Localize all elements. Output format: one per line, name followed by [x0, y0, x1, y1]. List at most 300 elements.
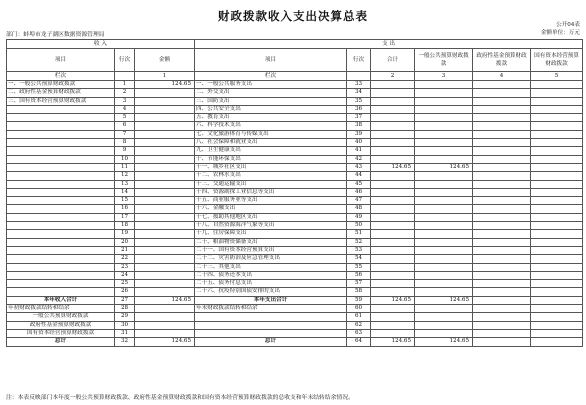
- expense-line: 44: [347, 172, 371, 180]
- expense-line: 49: [347, 213, 371, 221]
- income-header: 收 入: [7, 40, 195, 49]
- department-label: 部门：蚌埠市龙子湖区数据资源管理局: [6, 32, 105, 38]
- expense-item: 十八、自然资源海洋气象等支出: [195, 222, 347, 230]
- carry-expense-item: [195, 329, 347, 337]
- income-amount: [135, 114, 195, 122]
- expense-total: [371, 222, 415, 230]
- income-amount: [135, 238, 195, 246]
- expense-item: 十七、援助其他地区支出: [195, 213, 347, 221]
- expense-line: 63: [347, 329, 371, 337]
- carry-row: [7, 305, 583, 313]
- form-code: 公开04表: [556, 22, 580, 28]
- expense-general-budget: [415, 172, 473, 180]
- expense-line: 37: [347, 114, 371, 122]
- expense-item: 一、一般公共服务支出: [195, 81, 347, 89]
- expense-total: [371, 97, 415, 105]
- table-row: [7, 172, 583, 180]
- expense-gov-fund: [473, 122, 531, 130]
- table-row: [7, 163, 583, 171]
- income-line: 29: [115, 313, 135, 321]
- expense-state-capital: [531, 130, 583, 138]
- income-amount: [135, 205, 195, 213]
- expense-general-budget: [415, 313, 473, 321]
- income-amount: [135, 321, 195, 329]
- expense-state-capital: [531, 230, 583, 238]
- expense-item: 二十、粮油物资储备支出: [195, 238, 347, 246]
- expense-item: 十三、交通运输支出: [195, 180, 347, 188]
- expense-line: 33: [347, 81, 371, 89]
- table-row: [7, 205, 583, 213]
- income-item: [7, 238, 115, 246]
- expense-line: 47: [347, 197, 371, 205]
- expense-general-budget: [415, 97, 473, 105]
- expense-general-budget: [415, 305, 473, 313]
- income-line: 3: [115, 97, 135, 105]
- finance-table: [6, 39, 583, 347]
- state-capital-header: 国有资本经营预算财政拨款: [531, 49, 583, 72]
- income-amount: [135, 271, 195, 279]
- expense-total: [371, 205, 415, 213]
- expense-line: 45: [347, 180, 371, 188]
- income-item: [7, 271, 115, 279]
- income-amount: [135, 122, 195, 130]
- income-line: 32: [115, 338, 135, 346]
- expense-gov-fund: [473, 89, 531, 97]
- income-line: 21: [115, 246, 135, 254]
- income-line: 13: [115, 180, 135, 188]
- income-amount: [135, 222, 195, 230]
- expense-total: [371, 321, 415, 329]
- expense-state-capital: [531, 188, 583, 196]
- table-row: [7, 122, 583, 130]
- expense-state-capital: [531, 122, 583, 130]
- unit-label: 金额单位：万元: [540, 30, 580, 36]
- income-line: 23: [115, 263, 135, 271]
- income-line: 10: [115, 155, 135, 163]
- table-row: [7, 222, 583, 230]
- expense-general-budget: [415, 130, 473, 138]
- expense-item: 四、公共安全支出: [195, 105, 347, 113]
- income-amount: [135, 288, 195, 296]
- expense-total: [371, 255, 415, 263]
- expense-state-capital: [531, 271, 583, 279]
- expense-state-capital: [531, 89, 583, 97]
- expense-state-capital: [531, 288, 583, 296]
- expense-total: [371, 155, 415, 163]
- expense-total-header: 合计: [371, 49, 415, 72]
- expense-state-capital: [531, 180, 583, 188]
- table-row: [7, 81, 583, 89]
- expense-line: 40: [347, 139, 371, 147]
- income-amount: [135, 263, 195, 271]
- income-item: [7, 139, 115, 147]
- expense-gov-fund: [473, 105, 531, 113]
- expense-item: 三、国防支出: [195, 97, 347, 105]
- carry-expense-item: [195, 321, 347, 329]
- expense-general-budget: [415, 230, 473, 238]
- income-item: [7, 147, 115, 155]
- expense-state-capital: [531, 263, 583, 271]
- expense-line: 43: [347, 163, 371, 171]
- income-item: [7, 205, 115, 213]
- expense-line: 35: [347, 97, 371, 105]
- year-expense-total: 124.65: [371, 296, 415, 304]
- expense-total: [371, 89, 415, 97]
- expense-general-budget: [415, 155, 473, 163]
- report-title: 财政拨款收入支出决算总表: [218, 9, 368, 23]
- income-item: [7, 197, 115, 205]
- expense-total: [371, 280, 415, 288]
- expense-gov-fund: [473, 172, 531, 180]
- income-amount: [135, 130, 195, 138]
- income-item: [7, 246, 115, 254]
- income-item: 一、一般公共预算财政拨款: [7, 81, 115, 89]
- expense-line: 39: [347, 130, 371, 138]
- grand-total-row: [7, 338, 583, 346]
- expense-item: 八、社会保障和就业支出: [195, 139, 347, 147]
- grand-total-income: 124.65: [135, 338, 195, 346]
- footnote: 注：本表反映部门本年度一般公共预算财政拨款、政府性基金预算财政拨款和国有资本经营预算财政拨款的总收支和年末结转结余情况。: [6, 395, 354, 401]
- income-item: [7, 255, 115, 263]
- income-line: 28: [115, 305, 135, 313]
- expense-gov-fund: [473, 305, 531, 313]
- expense-total: [371, 230, 415, 238]
- table-row: [7, 246, 583, 254]
- expense-state-capital: [531, 246, 583, 254]
- expense-item: 十、节能环保支出: [195, 155, 347, 163]
- expense-gov-fund: [473, 147, 531, 155]
- expense-item: 二、外交支出: [195, 89, 347, 97]
- income-item: [7, 122, 115, 130]
- col-number: 2: [371, 72, 415, 81]
- expense-general-budget: [415, 147, 473, 155]
- gov-fund-header: 政府性基金预算财政拨款: [473, 49, 531, 72]
- expense-line: 59: [347, 296, 371, 304]
- expense-gov-fund: [473, 114, 531, 122]
- col-index-label: 栏次: [7, 72, 115, 81]
- table-row: [7, 188, 583, 196]
- expense-state-capital: [531, 313, 583, 321]
- expense-general-budget: [415, 329, 473, 337]
- income-amount: [135, 139, 195, 147]
- expense-line-header: 行次: [347, 49, 371, 72]
- income-amount: [135, 172, 195, 180]
- carry-row: [7, 329, 583, 337]
- carry-row: [7, 321, 583, 329]
- expense-total: [371, 305, 415, 313]
- income-item: [7, 180, 115, 188]
- expense-state-capital: [531, 197, 583, 205]
- table-row: [7, 147, 583, 155]
- expense-general-budget: [415, 188, 473, 196]
- general-budget-header: 一般公共预算财政拨款: [415, 49, 473, 72]
- expense-gov-fund: [473, 255, 531, 263]
- expense-state-capital: [531, 163, 583, 171]
- income-item: [7, 130, 115, 138]
- expense-total: [371, 122, 415, 130]
- expense-item: 二十三、其他支出: [195, 263, 347, 271]
- expense-general-budget: [415, 321, 473, 329]
- income-line: 8: [115, 139, 135, 147]
- table-row: [7, 288, 583, 296]
- expense-total: [371, 271, 415, 279]
- income-item: [7, 222, 115, 230]
- expense-line: 38: [347, 122, 371, 130]
- carry-income-item: 政府性基金预算财政拨款: [7, 321, 115, 329]
- expense-item: 十六、金融支出: [195, 205, 347, 213]
- year-expense-gov-fund: [473, 296, 531, 304]
- expense-general-budget: [415, 122, 473, 130]
- expense-general-budget: [415, 205, 473, 213]
- grand-total-gov-fund: [473, 338, 531, 346]
- col-number: 3: [415, 72, 473, 81]
- carry-income-item: 一般公共预算财政拨款: [7, 313, 115, 321]
- expense-general-budget: [415, 280, 473, 288]
- expense-item: 六、科学技术支出: [195, 122, 347, 130]
- carry-income-item: 年初财政拨款结转和结余: [7, 305, 115, 313]
- expense-gov-fund: [473, 205, 531, 213]
- expense-gov-fund: [473, 263, 531, 271]
- carry-expense-item: 年末财政拨款结转和结余: [195, 305, 347, 313]
- expense-general-budget: [415, 213, 473, 221]
- income-line-header: 行次: [115, 49, 135, 72]
- income-amount: [135, 155, 195, 163]
- expense-gov-fund: [473, 246, 531, 254]
- expense-general-budget: [415, 271, 473, 279]
- income-amount: [135, 105, 195, 113]
- income-item: 三、国有资本经营预算财政拨款: [7, 97, 115, 105]
- expense-line: 64: [347, 338, 371, 346]
- expense-state-capital: [531, 147, 583, 155]
- expense-item: 十一、城乡社区支出: [195, 163, 347, 171]
- expense-item: 十二、农林水支出: [195, 172, 347, 180]
- expense-gov-fund: [473, 238, 531, 246]
- expense-gov-fund: [473, 271, 531, 279]
- income-item: [7, 263, 115, 271]
- expense-item: 二十二、灾害防治及应急管理支出: [195, 255, 347, 263]
- table-row: [7, 114, 583, 122]
- expense-line: 41: [347, 147, 371, 155]
- income-amount: 124.65: [135, 81, 195, 89]
- expense-item-header: 项目: [195, 49, 347, 72]
- expense-total: [371, 180, 415, 188]
- expense-gov-fund: [473, 130, 531, 138]
- expense-item: 七、文化旅游体育与传媒支出: [195, 130, 347, 138]
- expense-total: [371, 329, 415, 337]
- expense-gov-fund: [473, 222, 531, 230]
- expense-total: [371, 139, 415, 147]
- expense-general-budget: [415, 114, 473, 122]
- table-row: [7, 213, 583, 221]
- income-line: 27: [115, 296, 135, 304]
- income-amount: [135, 197, 195, 205]
- table-row: [7, 230, 583, 238]
- income-amount: [135, 97, 195, 105]
- income-item: [7, 163, 115, 171]
- grand-total-label: 总计: [7, 338, 115, 346]
- expense-item: 二十四、债务还本支出: [195, 271, 347, 279]
- expense-gov-fund: [473, 313, 531, 321]
- expense-line: 57: [347, 280, 371, 288]
- income-line: 5: [115, 114, 135, 122]
- carry-expense-item: [195, 313, 347, 321]
- col-index-label: 栏次: [195, 72, 347, 81]
- expense-total: [371, 130, 415, 138]
- income-amount: [135, 180, 195, 188]
- table-row: [7, 97, 583, 105]
- expense-line: 51: [347, 230, 371, 238]
- grand-total-state-capital: [531, 338, 583, 346]
- table-row: [7, 255, 583, 263]
- income-line: 20: [115, 238, 135, 246]
- col-number: 4: [473, 72, 531, 81]
- expense-state-capital: [531, 172, 583, 180]
- income-amount-header: 金额: [135, 49, 195, 72]
- income-line: 22: [115, 255, 135, 263]
- expense-gov-fund: [473, 97, 531, 105]
- expense-general-budget: [415, 255, 473, 263]
- expense-line: 54: [347, 255, 371, 263]
- income-line: 11: [115, 163, 135, 171]
- expense-general-budget: [415, 263, 473, 271]
- year-expense-total-label: 本年支出合计: [195, 296, 347, 304]
- carry-income-item: 国有资本经营预算财政拨款: [7, 329, 115, 337]
- expense-gov-fund: [473, 180, 531, 188]
- year-income-total: 124.65: [135, 296, 195, 304]
- expense-total: [371, 105, 415, 113]
- expense-general-budget: [415, 81, 473, 89]
- expense-total: [371, 213, 415, 221]
- income-item-header: 项目: [7, 49, 115, 72]
- income-line: 12: [115, 172, 135, 180]
- expense-general-budget: [415, 246, 473, 254]
- expense-line: 58: [347, 288, 371, 296]
- income-line: 17: [115, 213, 135, 221]
- expense-line: 61: [347, 313, 371, 321]
- expense-state-capital: [531, 155, 583, 163]
- year-total-row: [7, 296, 583, 304]
- expense-line: 62: [347, 321, 371, 329]
- table-row: [7, 130, 583, 138]
- expense-total: [371, 313, 415, 321]
- expense-line: 50: [347, 222, 371, 230]
- table-row: [7, 263, 583, 271]
- expense-total: [371, 81, 415, 89]
- expense-item: 二十五、债务付息支出: [195, 280, 347, 288]
- expense-general-budget: [415, 288, 473, 296]
- expense-total: 124.65: [371, 163, 415, 171]
- expense-state-capital: [531, 305, 583, 313]
- expense-item: 十四、资源勘探工业信息等支出: [195, 188, 347, 196]
- table-row: [7, 155, 583, 163]
- expense-state-capital: [531, 280, 583, 288]
- expense-state-capital: [531, 321, 583, 329]
- expense-gov-fund: [473, 188, 531, 196]
- expense-state-capital: [531, 213, 583, 221]
- income-line: 9: [115, 147, 135, 155]
- expense-gov-fund: [473, 288, 531, 296]
- expense-general-budget: [415, 139, 473, 147]
- expense-total: [371, 114, 415, 122]
- expense-state-capital: [531, 255, 583, 263]
- expense-state-capital: [531, 114, 583, 122]
- expense-general-budget: [415, 105, 473, 113]
- carry-row: [7, 313, 583, 321]
- expense-line: 56: [347, 271, 371, 279]
- table-row: [7, 271, 583, 279]
- table-row: [7, 105, 583, 113]
- income-amount: [135, 230, 195, 238]
- income-line: 2: [115, 89, 135, 97]
- income-amount: [135, 255, 195, 263]
- expense-item: 十九、住房保障支出: [195, 230, 347, 238]
- col-number: 1: [135, 72, 195, 81]
- expense-gov-fund: [473, 163, 531, 171]
- income-line: 14: [115, 188, 135, 196]
- expense-general-budget: 124.65: [415, 163, 473, 171]
- income-amount: [135, 213, 195, 221]
- expense-line: 34: [347, 89, 371, 97]
- expense-gov-fund: [473, 139, 531, 147]
- expense-line: 52: [347, 238, 371, 246]
- income-item: [7, 172, 115, 180]
- income-amount: [135, 147, 195, 155]
- expense-total: [371, 188, 415, 196]
- income-line: 7: [115, 130, 135, 138]
- expense-line: 36: [347, 105, 371, 113]
- income-item: [7, 280, 115, 288]
- income-line: 30: [115, 321, 135, 329]
- expense-general-budget: [415, 238, 473, 246]
- expense-general-budget: [415, 180, 473, 188]
- income-line: 6: [115, 122, 135, 130]
- income-line: 1: [115, 81, 135, 89]
- expense-item: 五、教育支出: [195, 114, 347, 122]
- expense-state-capital: [531, 105, 583, 113]
- income-line: 16: [115, 205, 135, 213]
- expense-state-capital: [531, 329, 583, 337]
- expense-total: [371, 147, 415, 155]
- table-row: [7, 197, 583, 205]
- expense-line: 55: [347, 263, 371, 271]
- income-line: 24: [115, 271, 135, 279]
- expense-gov-fund: [473, 230, 531, 238]
- expense-gov-fund: [473, 280, 531, 288]
- income-amount: [135, 188, 195, 196]
- income-line: 4: [115, 105, 135, 113]
- year-income-total-label: 本年收入合计: [7, 296, 115, 304]
- income-item: 二、政府性基金预算财政拨款: [7, 89, 115, 97]
- income-line: 25: [115, 280, 135, 288]
- income-line: 19: [115, 230, 135, 238]
- table-row: [7, 280, 583, 288]
- expense-state-capital: [531, 139, 583, 147]
- income-item: [7, 105, 115, 113]
- expense-gov-fund: [473, 197, 531, 205]
- income-item: [7, 213, 115, 221]
- grand-total-general-budget: 124.65: [415, 338, 473, 346]
- income-amount: [135, 89, 195, 97]
- expense-state-capital: [531, 205, 583, 213]
- income-item: [7, 288, 115, 296]
- income-item: [7, 230, 115, 238]
- income-amount: [135, 280, 195, 288]
- expense-total: [371, 238, 415, 246]
- income-amount: [135, 246, 195, 254]
- expense-line: 60: [347, 305, 371, 313]
- expense-item: 九、卫生健康支出: [195, 147, 347, 155]
- expense-general-budget: [415, 222, 473, 230]
